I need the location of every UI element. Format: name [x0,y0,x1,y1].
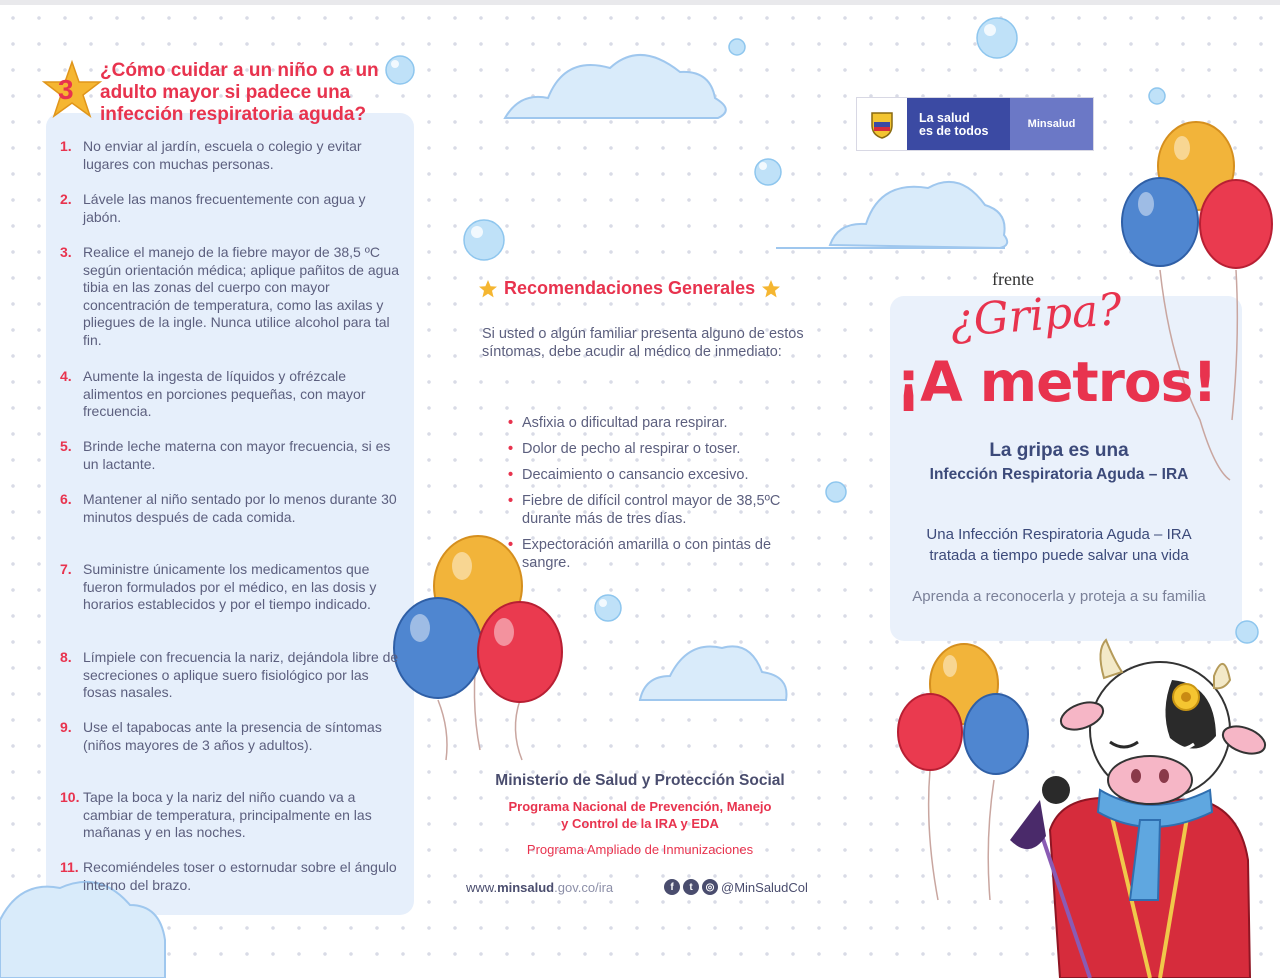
headline-metros: ¡A metros! [896,350,1217,414]
symptom-text: Decaimiento o cansancio excesivo. [522,467,749,483]
program-line-1: Programa Nacional de Prevención, Manejo [508,799,772,814]
recommendations-intro: Si usted o algún familiar presenta alguno de estos síntomas, debe acudir al médico de inmediato: [482,326,804,360]
list-item [60,191,405,244]
step-text: Tape la boca y la nariz del niño cuando va a cambiar de temperatura, principalmente en las mañanas y en las noches. [83,789,372,840]
balloon-cluster-top-right [1122,122,1272,480]
step-number: 6. [60,491,72,507]
cloud-icon [776,182,1007,248]
program-line-2: y Control de la IRA y EDA [561,816,719,831]
headline-gripa: ¿Gripa? [948,284,1124,347]
cloud-icon [505,55,726,118]
family-message: Aprenda a reconocerla y proteja a su familia [912,588,1206,605]
list-item [508,414,808,432]
website-link[interactable] [466,880,613,895]
bullet-icon: • [508,415,514,431]
step-text: Suministre únicamente los medicamentos que fueron formulados por el médico, en las dosis y horarios establecidos y por el tiempo indicado. [83,561,377,612]
ministry-block [440,772,840,857]
list-item [60,649,405,719]
cloud-icon [640,646,787,700]
list-item [60,859,405,899]
web-suffix: .gov.co/ira [554,880,614,895]
step-number: 10. [60,789,80,805]
step-number: 1. [60,138,72,154]
list-item [60,368,405,438]
ira-message-line-1: Una Infección Respiratoria Aguda – IRA [926,526,1192,543]
care-steps-list [60,138,405,899]
list-item [60,789,405,859]
list-item [508,492,808,528]
web-domain: minsalud [497,880,555,895]
step-number: 4. [60,368,72,384]
step-text: Recomiéndeles toser o estornudar sobre el ángulo interno del brazo. [83,859,397,893]
minsalud-logo [856,97,1094,151]
step-number: 5. [60,438,72,454]
step-text: Realice el manejo de la fiebre mayor de 38,5 ºC según orientación médica; aplique pañitos de agua tibia en las zonas del cuerpo con mayor concentración de temperatura, como las axilas y pliegues de la ingle. Nunca utilice alcohol para tal fin. [83,244,400,348]
step-number: 11. [60,859,79,875]
step-badge-number: 3 [58,74,74,105]
logo-line-1: La salud [919,111,970,125]
logo-slogan [907,98,1010,150]
list-item [60,244,405,368]
symptoms-list [508,414,808,580]
symptom-text: Dolor de pecho al respirar o toser. [522,441,741,457]
ira-message [900,524,1218,566]
step-number: 9. [60,719,72,735]
logo-brand: Minsalud [1010,98,1093,150]
star-icon [761,279,781,299]
list-item [60,438,405,491]
program-pai: Programa Ampliado de Inmunizaciones [526,842,754,857]
step-text: Límpiele con frecuencia la nariz, dejándola libre de secreciones o aplique suero fisiológico por las fosas nasales. [83,649,399,700]
cow-mascot-illustration [1010,640,1269,978]
symptom-text: Asfixia o dificultad para respirar. [522,415,728,431]
subtitle-line-2: Infección Respiratoria Aguda – IRA [929,466,1189,483]
facebook-icon[interactable]: f [664,879,680,895]
step-text: Use el tapabocas ante la presencia de síntomas (niños mayores de 3 años y adultos). [83,719,382,753]
list-item [508,440,808,458]
list-item [508,466,808,484]
ira-message-line-2: tratada a tiempo puede salvar una vida [929,547,1189,564]
left-section-title: ¿Cómo cuidar a un niño o a un adulto mayor si padece una infección respiratoria aguda? [100,60,379,125]
social-links [664,879,808,895]
ministry-name: Ministerio de Salud y Protección Social [495,772,785,789]
symptom-text: Expectoración amarilla o con pintas de sangre. [522,537,772,571]
step-number: 2. [60,191,72,207]
social-handle: @MinSaludCol [721,879,808,895]
step-text: Mantener al niño sentado por lo menos durante 30 minutos después de cada comida. [83,491,397,525]
bullet-icon: • [508,467,514,483]
list-item [508,536,808,572]
web-prefix: www. [466,880,498,895]
bullet-icon: • [508,493,514,509]
step-text: Brinde leche materna con mayor frecuencia, si es un lactante. [83,438,391,472]
symptom-text: Fiebre de difícil control mayor de 38,5ºC durante más de tres días. [522,493,781,527]
list-item [60,491,405,561]
twitter-icon[interactable]: t [683,879,699,895]
list-item [60,138,405,191]
list-item [60,719,405,789]
step-text: Aumente la ingesta de líquidos y ofrézcale alimentos en porciones pequeñas, con mayor frecuencia. [83,368,366,419]
program-name [440,798,840,832]
subtitle-line-1: La gripa es una [989,440,1129,461]
step-text: Lávele las manos frecuentemente con agua y jabón. [83,191,366,225]
list-item [60,561,405,649]
star-icon [478,279,498,299]
frente-label: frente [992,269,1034,289]
recommendations-title: Recomendaciones Generales [504,278,756,298]
step-text: No enviar al jardín, escuela o colegio y evitar lugares con muchas personas. [83,138,362,172]
coat-of-arms-icon [857,98,907,150]
balloon-cluster-bottom-right [898,644,1028,900]
step-number: 7. [60,561,72,577]
instagram-icon[interactable]: ◎ [702,879,718,895]
bullet-icon: • [508,441,514,457]
bullet-icon: • [508,537,514,553]
step-number: 3. [60,244,72,260]
recommendations-heading [478,278,818,299]
logo-line-2: es de todos [919,124,989,138]
step-number: 8. [60,649,72,665]
